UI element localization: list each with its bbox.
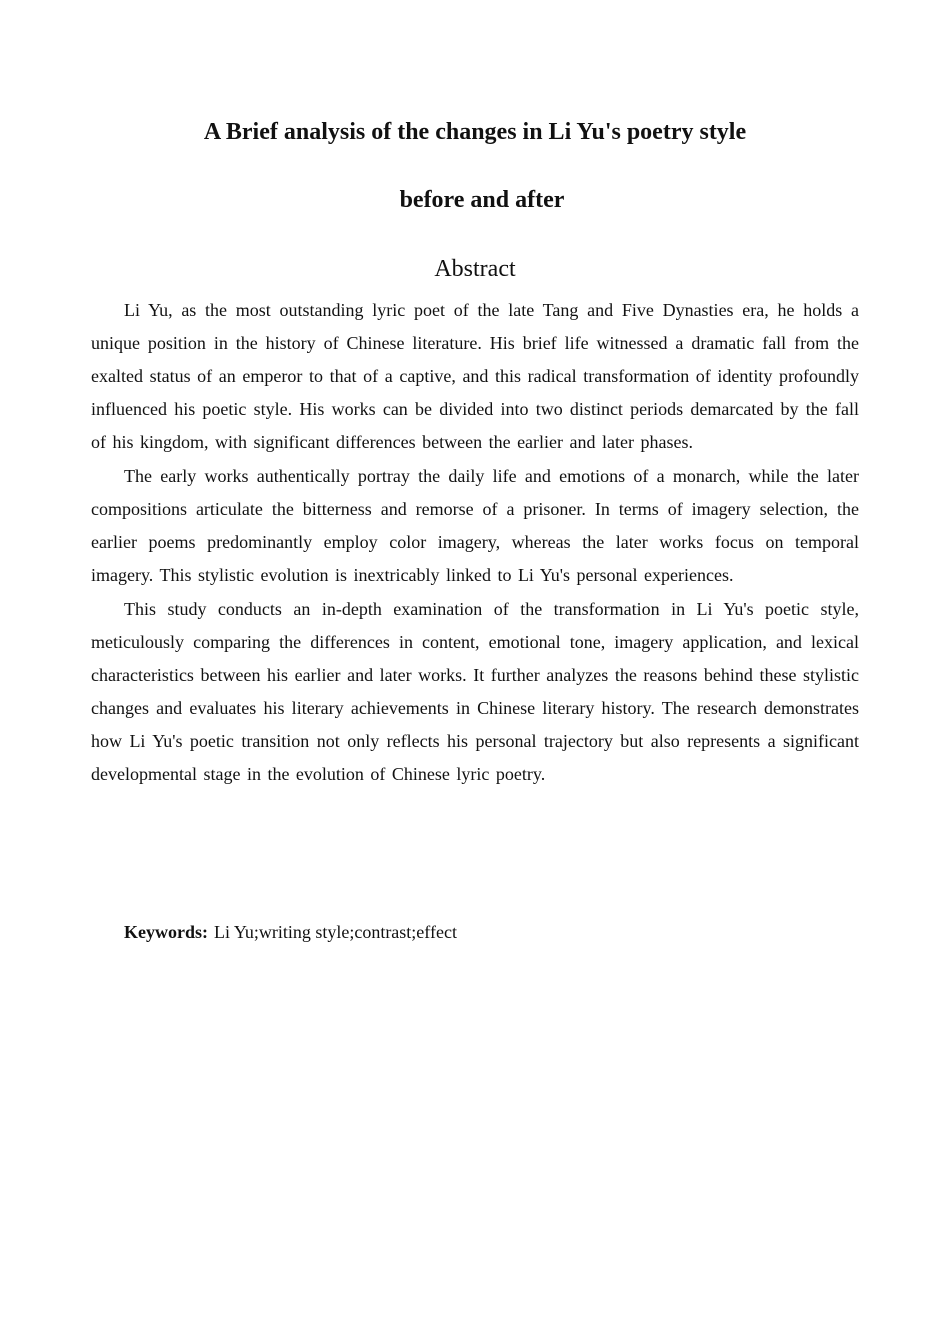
- abstract-paragraph-1: Li Yu, as the most outstanding lyric poet of the late Tang and Five Dynasties era, he holds a unique position in the history of Chinese literature. His brief life witnessed a dramatic fall from the exalted status of an emperor to that of a captive, and this radical transformation of identity profoundly influenced his poetic style. His works can be divided into two distinct periods demarcated by the fall of his kingdom, with significant differences between the earlier and later phases.: [91, 300, 859, 452]
- paper-title-line-1: A Brief analysis of the changes in Li Yu's poetry style: [203, 119, 747, 145]
- abstract-paragraph-3: This study conducts an in-depth examination of the transformation in Li Yu's poetic style, meticulously comparing the differences in content, emotional tone, imagery application, and lexical characteristics between his earlier and later works. It further analyzes the reasons behind these stylistic changes and evaluates his literary achievements in Chinese literary history. The research demonstrates how Li Yu's poetic transition not only reflects his personal trajectory but also represents a significant developmental stage in the evolution of Chinese lyric poetry.: [91, 599, 859, 784]
- keywords-value: Li Yu;writing style;contrast;effect: [214, 922, 457, 942]
- paper-title-line-2: before and after: [399, 187, 565, 213]
- abstract-paragraph-2: The early works authentically portray the daily life and emotions of a monarch, while the later compositions articulate the bitterness and remorse of a prisoner. In terms of imagery selection, the earlier poems predominantly employ color imagery, whereas the later works focus on temporal imagery. This stylistic evolution is inextricably linked to Li Yu's personal experiences.: [91, 466, 859, 585]
- keywords-line: [124, 917, 859, 947]
- abstract-body: [91, 294, 859, 792]
- keywords-label: Keywords:: [124, 922, 208, 942]
- abstract-heading: Abstract: [434, 256, 516, 282]
